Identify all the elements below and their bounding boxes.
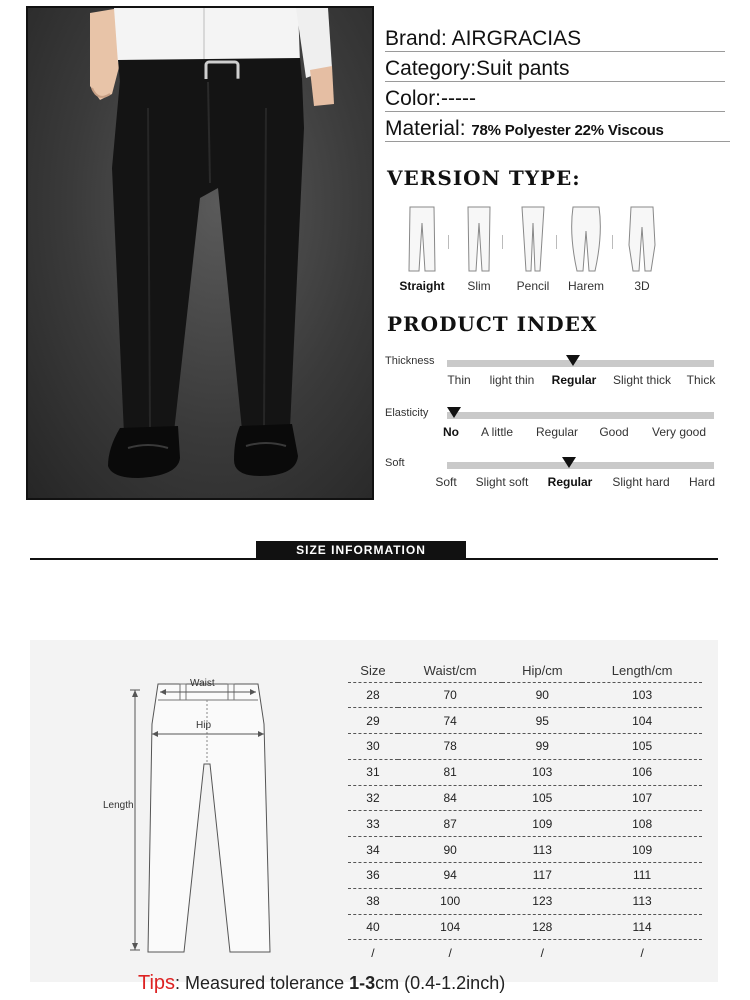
table-row	[348, 785, 702, 811]
index-option: Thick	[686, 373, 716, 387]
brand-label: Brand:	[385, 27, 452, 50]
brand-value: AIRGRACIAS	[451, 27, 582, 50]
divider	[385, 141, 730, 142]
index-option: Slight hard	[612, 475, 670, 489]
table-cell: 117	[502, 863, 582, 889]
divider	[502, 235, 503, 249]
table-cell: 38	[348, 888, 398, 914]
table-cell: 109	[502, 811, 582, 837]
hip-label: Hip	[196, 720, 212, 731]
table-cell: 90	[398, 837, 503, 863]
tips-tolerance: 1-3	[349, 973, 376, 993]
table-row	[348, 914, 702, 940]
table-row	[348, 837, 702, 863]
table-cell: 33	[348, 811, 398, 837]
table-cell: 109	[582, 837, 702, 863]
category-value: Suit pants	[476, 57, 570, 80]
table-cell: 99	[502, 734, 582, 760]
harem-pants-icon	[569, 205, 603, 273]
column-header: Length/cm	[582, 660, 702, 682]
table-row	[348, 759, 702, 785]
material-value: 78% Polyester 22% Viscous	[471, 122, 664, 139]
version-label: Harem	[567, 279, 604, 293]
column-header: Hip/cm	[502, 660, 582, 682]
index-option: Soft	[435, 475, 457, 489]
index-thickness	[385, 357, 720, 397]
table-cell: 70	[398, 682, 503, 708]
column-header: Waist/cm	[398, 660, 503, 682]
tips-note	[138, 972, 505, 995]
tips-word: Tips	[138, 972, 176, 994]
material-label: Material:	[385, 117, 472, 140]
table-cell: 100	[398, 888, 503, 914]
table-cell: 30	[348, 734, 398, 760]
table-cell: 114	[582, 914, 702, 940]
tips-unit: cm (0.4-1.2inch)	[375, 973, 506, 993]
table-cell: 104	[582, 708, 702, 734]
product-photo	[26, 6, 374, 500]
table-row	[348, 863, 702, 889]
version-straight	[394, 205, 450, 293]
version-type-title: VERSION TYPE:	[387, 166, 581, 190]
selected-marker-icon	[447, 407, 461, 418]
index-option: light thin	[489, 373, 535, 387]
table-cell: 106	[582, 759, 702, 785]
table-header-row	[348, 660, 702, 682]
table-cell: /	[502, 940, 582, 966]
model-photo-illustration	[28, 8, 374, 500]
slim-pants-icon	[464, 205, 494, 273]
table-row	[348, 708, 702, 734]
color-line	[385, 84, 725, 114]
index-bar	[447, 412, 714, 419]
index-bar	[447, 462, 714, 469]
version-3d	[614, 205, 670, 293]
color-value: -----	[441, 87, 476, 110]
table-cell: 104	[398, 914, 503, 940]
table-cell: 84	[398, 785, 503, 811]
index-option-selected: Regular	[547, 475, 593, 489]
table-row	[348, 811, 702, 837]
version-label: 3D	[634, 279, 650, 293]
color-label: Color:	[385, 87, 442, 110]
divider	[612, 235, 613, 249]
brand-line	[385, 24, 725, 54]
table-cell: 31	[348, 759, 398, 785]
divider	[556, 235, 557, 249]
version-type-list	[392, 205, 692, 295]
size-info-banner: SIZE INFORMATION	[256, 541, 466, 559]
straight-pants-icon	[407, 205, 437, 273]
table-cell: 40	[348, 914, 398, 940]
index-option: Slight soft	[475, 475, 529, 489]
index-option: Good	[599, 425, 629, 439]
table-cell: 81	[398, 759, 503, 785]
version-label: Straight	[399, 279, 445, 293]
divider	[385, 81, 725, 82]
table-cell: 103	[582, 682, 702, 708]
version-harem	[558, 205, 614, 293]
table-cell: 28	[348, 682, 398, 708]
table-cell: 113	[582, 888, 702, 914]
table-cell: 95	[502, 708, 582, 734]
index-elasticity	[385, 409, 720, 449]
product-info	[385, 24, 725, 144]
index-option: Slight thick	[612, 373, 672, 387]
column-header: Size	[348, 660, 398, 682]
index-option: Very good	[651, 425, 707, 439]
category-line	[385, 54, 725, 84]
table-row	[348, 734, 702, 760]
index-option-selected: No	[443, 425, 459, 439]
index-bar	[447, 360, 714, 367]
length-label: Length	[103, 800, 134, 811]
table-cell: 74	[398, 708, 503, 734]
table-cell: 113	[502, 837, 582, 863]
index-soft	[385, 459, 720, 499]
waist-label: Waist	[190, 678, 215, 689]
tips-text: : Measured tolerance	[175, 973, 350, 993]
pants-measurement-diagram	[120, 670, 310, 970]
index-option: Hard	[688, 475, 716, 489]
table-cell: 87	[398, 811, 503, 837]
index-name: Elasticity	[385, 407, 429, 419]
table-cell: 103	[502, 759, 582, 785]
table-cell: 36	[348, 863, 398, 889]
selected-marker-icon	[566, 355, 580, 366]
category-label: Category:	[385, 57, 477, 80]
table-cell: /	[398, 940, 503, 966]
table-row	[348, 888, 702, 914]
index-option-selected: Regular	[551, 373, 597, 387]
index-option: Regular	[535, 425, 579, 439]
version-label: Slim	[467, 279, 491, 293]
size-table-body	[348, 682, 702, 966]
index-option: A little	[480, 425, 514, 439]
index-option: Thin	[447, 373, 471, 387]
version-pencil	[505, 205, 561, 293]
table-cell: /	[582, 940, 702, 966]
index-name: Thickness	[385, 355, 435, 367]
divider	[448, 235, 449, 249]
size-chart-panel	[30, 640, 718, 982]
table-cell: 107	[582, 785, 702, 811]
table-cell: 111	[582, 863, 702, 889]
3d-pants-icon	[625, 205, 659, 273]
table-cell: /	[348, 940, 398, 966]
size-table	[348, 660, 702, 966]
index-name: Soft	[385, 457, 405, 469]
divider	[385, 111, 725, 112]
version-label: Pencil	[516, 279, 550, 293]
table-cell: 123	[502, 888, 582, 914]
table-row	[348, 940, 702, 966]
pencil-pants-icon	[518, 205, 548, 273]
table-cell: 94	[398, 863, 503, 889]
table-cell: 32	[348, 785, 398, 811]
table-cell: 108	[582, 811, 702, 837]
selected-marker-icon	[562, 457, 576, 468]
table-cell: 105	[502, 785, 582, 811]
table-cell: 78	[398, 734, 503, 760]
version-slim	[451, 205, 507, 293]
table-row	[348, 682, 702, 708]
product-index-title: PRODUCT INDEX	[387, 312, 598, 336]
table-cell: 105	[582, 734, 702, 760]
table-cell: 29	[348, 708, 398, 734]
table-cell: 90	[502, 682, 582, 708]
material-line	[385, 114, 725, 144]
table-cell: 128	[502, 914, 582, 940]
table-cell: 34	[348, 837, 398, 863]
divider	[385, 51, 725, 52]
